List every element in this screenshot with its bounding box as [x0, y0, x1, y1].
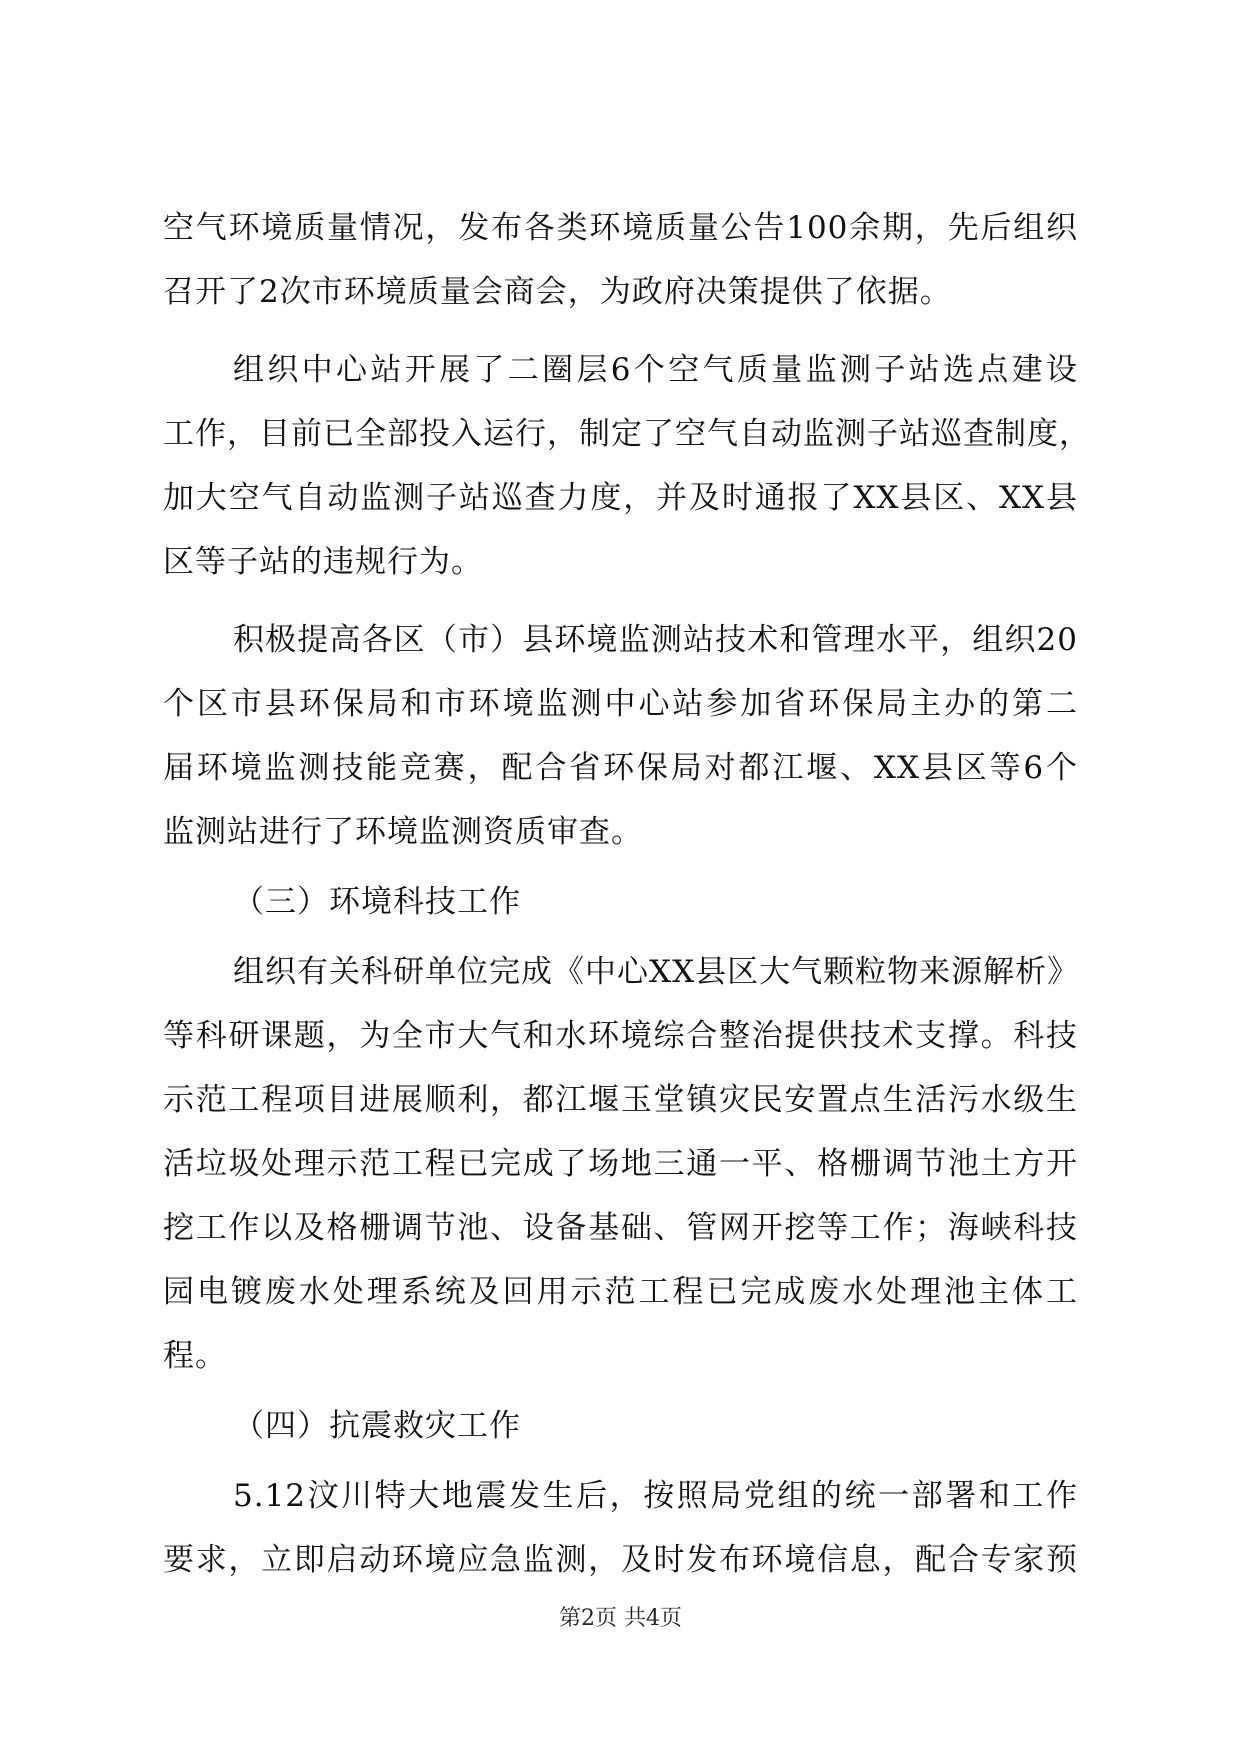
- page-footer: 第2页 共4页: [559, 1606, 682, 1631]
- text-line: 5.12汶川特大地震发生后，按照局党组的统一部署和工作: [233, 1478, 1078, 1514]
- text-line: 个区市县环保局和市环境监测中心站参加省环保局主办的第二: [163, 686, 1078, 722]
- text-line: 召开了2次市环境质量会商会，为政府决策提供了依据。: [163, 274, 952, 310]
- text-line: 积极提高各区（市）县环境监测站技术和管理水平，组织20: [233, 622, 1078, 658]
- text-line: 程。: [163, 1338, 227, 1374]
- section-heading: （三）环境科技工作: [233, 884, 521, 920]
- text-line: 挖工作以及格栅调节池、设备基础、管网开挖等工作；海峡科技: [163, 1210, 1078, 1246]
- text-line: 空气环境质量情况，发布各类环境质量公告100余期，先后组织: [163, 210, 1078, 246]
- text-line: 工作，目前已全部投入运行，制定了空气自动监测子站巡查制度，: [163, 416, 1091, 452]
- text-line: 加大空气自动监测子站巡查力度，并及时通报了XX县区、XX县: [163, 480, 1078, 516]
- text-line: 等科研课题，为全市大气和水环境综合整治提供技术支撑。科技: [163, 1018, 1078, 1054]
- text-line: 区等子站的违规行为。: [163, 544, 483, 580]
- text-line: 届环境监测技能竞赛，配合省环保局对都江堰、XX县区等6个: [163, 750, 1078, 786]
- text-line: 示范工程项目进展顺利，都江堰玉堂镇灾民安置点生活污水级生: [163, 1082, 1078, 1118]
- text-line: 组织有关科研单位完成《中心XX县区大气颗粒物来源解析》: [233, 954, 1080, 990]
- text-line: 活垃圾处理示范工程已完成了场地三通一平、格栅调节池土方开: [163, 1146, 1078, 1182]
- text-line: 要求，立即启动环境应急监测，及时发布环境信息，配合专家预: [163, 1542, 1078, 1578]
- text-line: 组织中心站开展了二圈层6个空气质量监测子站选点建设: [233, 352, 1078, 388]
- text-line: 园电镀废水处理系统及回用示范工程已完成废水处理池主体工: [163, 1274, 1078, 1310]
- text-line: 监测站进行了环境监测资质审查。: [163, 814, 643, 850]
- section-heading: （四）抗震救灾工作: [233, 1408, 521, 1444]
